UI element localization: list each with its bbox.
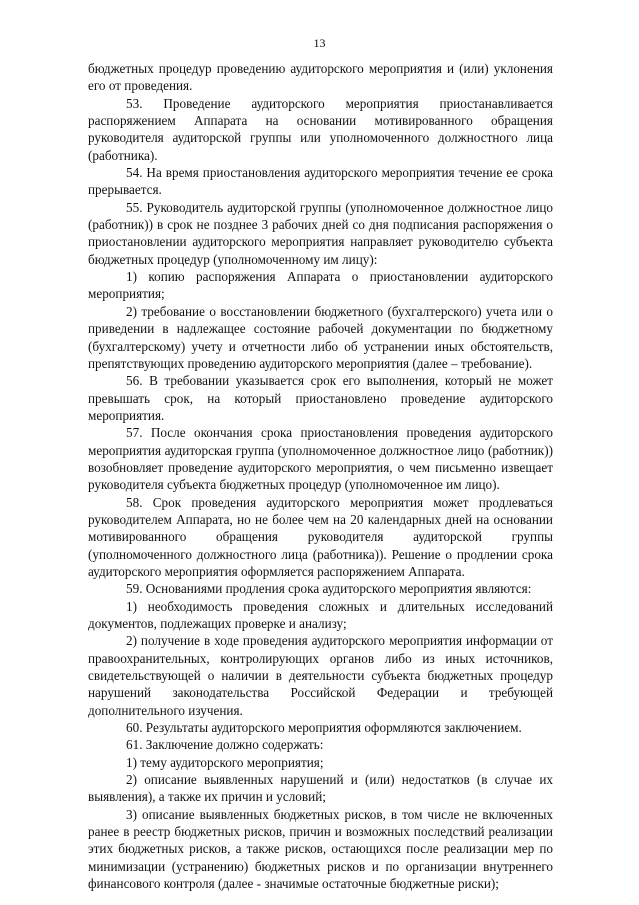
paragraph-60: 60. Результаты аудиторского мероприятия оформляются заключением.: [126, 720, 522, 736]
paragraph-61: 61. Заключение должно содержать:: [126, 737, 324, 753]
paragraph-55-item-1: 1) копию распоряжения Аппарата о приостановлении аудиторского мероприятия;: [88, 269, 553, 302]
document-body: [88, 60, 553, 893]
paragraph-56: 56. В требовании указывается срок его выполнения, который не может превышать срок, на который приостановлено проведение аудиторского мероприятия.: [88, 373, 553, 423]
paragraph-61-item-3: 3) описание выявленных бюджетных рисков, в том числе не включенных ранее в реестр бюджетных рисков, причин и возможных последствий реализации этих бюджетных рисков, а также рисков, остающихся после реализации мер по минимизации (устранению) бюджетных рисков и по организации внутреннего финансового контроля (далее - значимые остаточные бюджетные риски);: [88, 806, 553, 892]
paragraph-59-item-1: 1) необходимость проведения сложных и длительных исследований документов, подлежащих проверке и анализу;: [88, 598, 553, 631]
paragraph-61-item-1: 1) тему аудиторского мероприятия;: [126, 754, 324, 770]
paragraph-continuation: бюджетных процедур проведению аудиторского мероприятия и (или) уклонения его от проведения.: [88, 61, 553, 94]
paragraph-57: 57. После окончания срока приостановления проведения аудиторского мероприятия аудиторская группа (уполномоченное должностное лицо (работник)) возобновляет проведение аудиторского мероприятия, о чем письменно извещает руководителя субъекта бюджетных процедур (уполномоченное им лицо).: [88, 425, 553, 493]
page-number: 13: [313, 36, 326, 50]
paragraph-54: 54. На время приостановления аудиторского мероприятия течение ее срока прерывается.: [88, 165, 553, 198]
paragraph-55-item-2: 2) требование о восстановлении бюджетного (бухгалтерского) учета или о приведении в надлежащее состояние рабочей документации по бюджетному (бухгалтерскому) учету и отчетности либо об устранении иных обстоятельств, препятствующих проведению аудиторского мероприятия (далее – требование).: [88, 303, 553, 371]
paragraph-53: 53. Проведение аудиторского мероприятия приостанавливается распоряжением Аппарата на основании мотивированного обращения руководителя аудиторской группы или уполномоченного должностного лица (работника).: [88, 95, 553, 163]
paragraph-58: 58. Срок проведения аудиторского мероприятия может продлеваться руководителем Аппарата, но не более чем на 20 календарных дней на основании мотивированного обращения руководителя аудиторской группы (уполномоченного должностного лица (работника)). Решение о продлении срока аудиторского мероприятия оформляется распоряжением Аппарата.: [88, 494, 553, 579]
paragraph-61-item-2: 2) описание выявленных нарушений и (или) недостатков (в случае их выявления), а также их причин и условий;: [88, 772, 553, 805]
paragraph-55: 55. Руководитель аудиторской группы (уполномоченное должностное лицо (работник)) в срок не позднее 3 рабочих дней со дня подписания распоряжения о приостановлении аудиторского мероприятия направляет руководителю субъекта бюджетных процедур (уполномоченному им лицу):: [88, 199, 553, 267]
paragraph-59: 59. Основаниями продления срока аудиторского мероприятия являются:: [126, 581, 532, 597]
paragraph-59-item-2: 2) получение в ходе проведения аудиторского мероприятия информации от правоохранительных, контролирующих органов либо из иных источников, свидетельствующей о наличии в деятельности субъекта бюджетных процедур нарушений законодательства Российской Федерации и требующей дополнительного изучения.: [88, 633, 553, 718]
